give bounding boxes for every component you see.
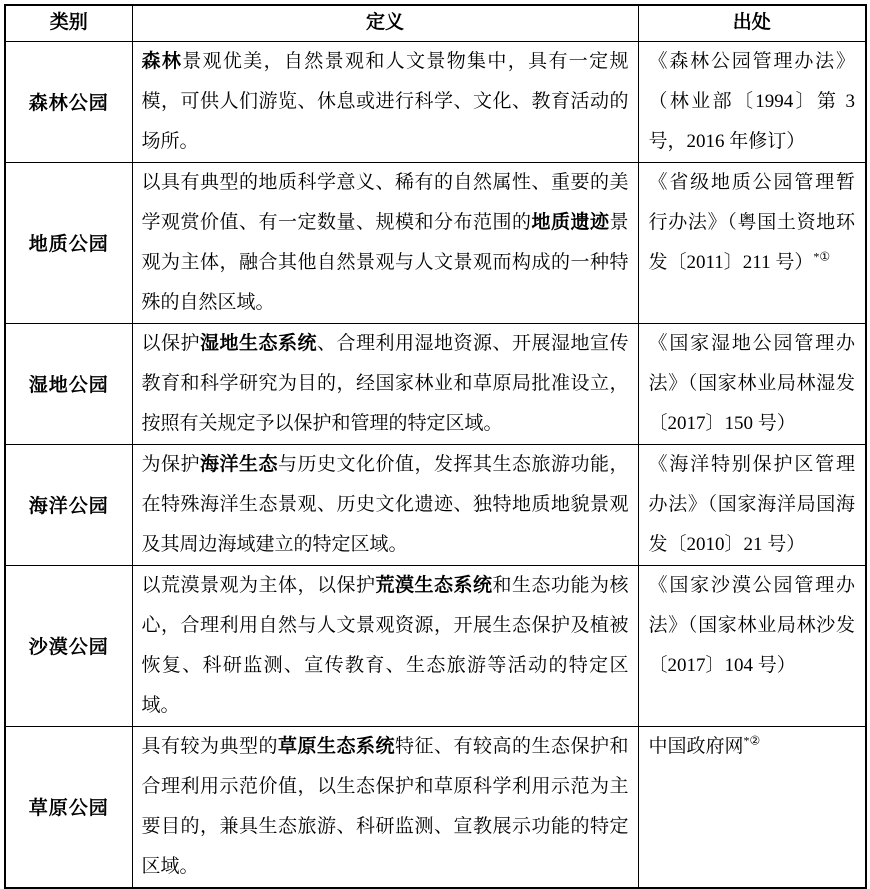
header-source: 出处 (638, 5, 866, 41)
table-row (5, 162, 866, 323)
header-definition: 定义 (132, 5, 638, 41)
source-cell (638, 323, 866, 444)
definition-text: 与历史文化价值，发挥其生态旅游功能，在特殊海洋生态景观、历史文化遗迹、独特地质地貌景观及其周边海域建立的特定区域。 (141, 453, 629, 555)
definition-text: 以具有典型的地质科学意义、稀有的自然属性、重要的美学观赏价值、有一定数量、规模和分布范围的 (141, 171, 629, 233)
definition-text: 以保护 (141, 332, 200, 354)
definition-text: 、合理利用湿地资源、开展湿地宣传教育和科学研究为目的，经国家林业和草原局批准设立，按照有关规定予以保护和管理的特定区域。 (141, 332, 629, 434)
definition-cell (132, 323, 638, 444)
source-text: 《森林公园管理办法》（林业部〔1994〕第 3 号，2016 年修订） (648, 50, 855, 152)
source-cell (638, 726, 866, 888)
definition-keyword: 森林 (141, 50, 183, 72)
source-text: 《国家沙漠公园管理办法》（国家林业局林沙发〔2017〕104 号） (648, 574, 855, 676)
table-header-row (5, 5, 866, 41)
definition-text: 为保护 (141, 453, 200, 475)
header-category: 类别 (5, 5, 132, 41)
definition-text: 特征、有较高的生态保护和合理利用示范价值，以生态保护和草原科学利用示范为主要目的，兼具生态旅游、科研监测、宣教展示功能的特定区域。 (141, 735, 629, 877)
category-cell: 森林公园 (5, 41, 132, 162)
footnote-mark: *② (743, 733, 761, 748)
table-row (5, 41, 866, 162)
definition-text: 景观为主体，融合其他自然景观与人文景观而构成的一种特殊的自然区域。 (141, 211, 629, 313)
category-cell: 海洋公园 (5, 444, 132, 565)
source-cell (638, 565, 866, 726)
definition-cell (132, 565, 638, 726)
source-text: 《省级地质公园管理暂行办法》（粤国土资地环发〔2011〕211 号） (648, 171, 855, 273)
category-cell: 地质公园 (5, 162, 132, 323)
category-cell: 湿地公园 (5, 323, 132, 444)
source-cell (638, 41, 866, 162)
table-body (5, 41, 866, 888)
table-row (5, 565, 866, 726)
definition-cell (132, 444, 638, 565)
definition-text: 具有较为典型的 (141, 735, 278, 757)
definition-keyword: 地质遗迹 (531, 211, 610, 233)
definition-text: 以荒漠景观为主体，以保护 (141, 574, 376, 596)
definition-text: 景观优美，自然景观和人文景物集中，具有一定规模，可供人们游览、休息或进行科学、文化、教育活动的场所。 (141, 50, 629, 152)
definition-keyword: 荒漠生态系统 (375, 574, 493, 596)
definition-keyword: 草原生态系统 (278, 735, 395, 757)
footnote-mark: *① (813, 249, 831, 264)
table-row (5, 726, 866, 888)
definition-cell (132, 41, 638, 162)
definition-keyword: 湿地生态系统 (200, 332, 317, 354)
park-definition-table (4, 4, 867, 889)
definition-text: 和生态功能为核心，合理利用自然与人文景观资源，开展生态保护及植被恢复、科研监测、宣传教育、生态旅游等活动的特定区域。 (141, 574, 629, 716)
source-cell (638, 444, 866, 565)
definition-cell (132, 162, 638, 323)
source-text: 《海洋特别保护区管理办法》（国家海洋局国海发〔2010〕21 号） (648, 453, 855, 555)
definition-keyword: 海洋生态 (200, 453, 278, 475)
source-cell (638, 162, 866, 323)
table-row (5, 444, 866, 565)
source-text: 《国家湿地公园管理办法》（国家林业局林湿发〔2017〕150 号） (648, 332, 855, 434)
source-text: 中国政府网 (648, 735, 744, 757)
category-cell: 沙漠公园 (5, 565, 132, 726)
category-cell: 草原公园 (5, 726, 132, 888)
definition-cell (132, 726, 638, 888)
table-row (5, 323, 866, 444)
